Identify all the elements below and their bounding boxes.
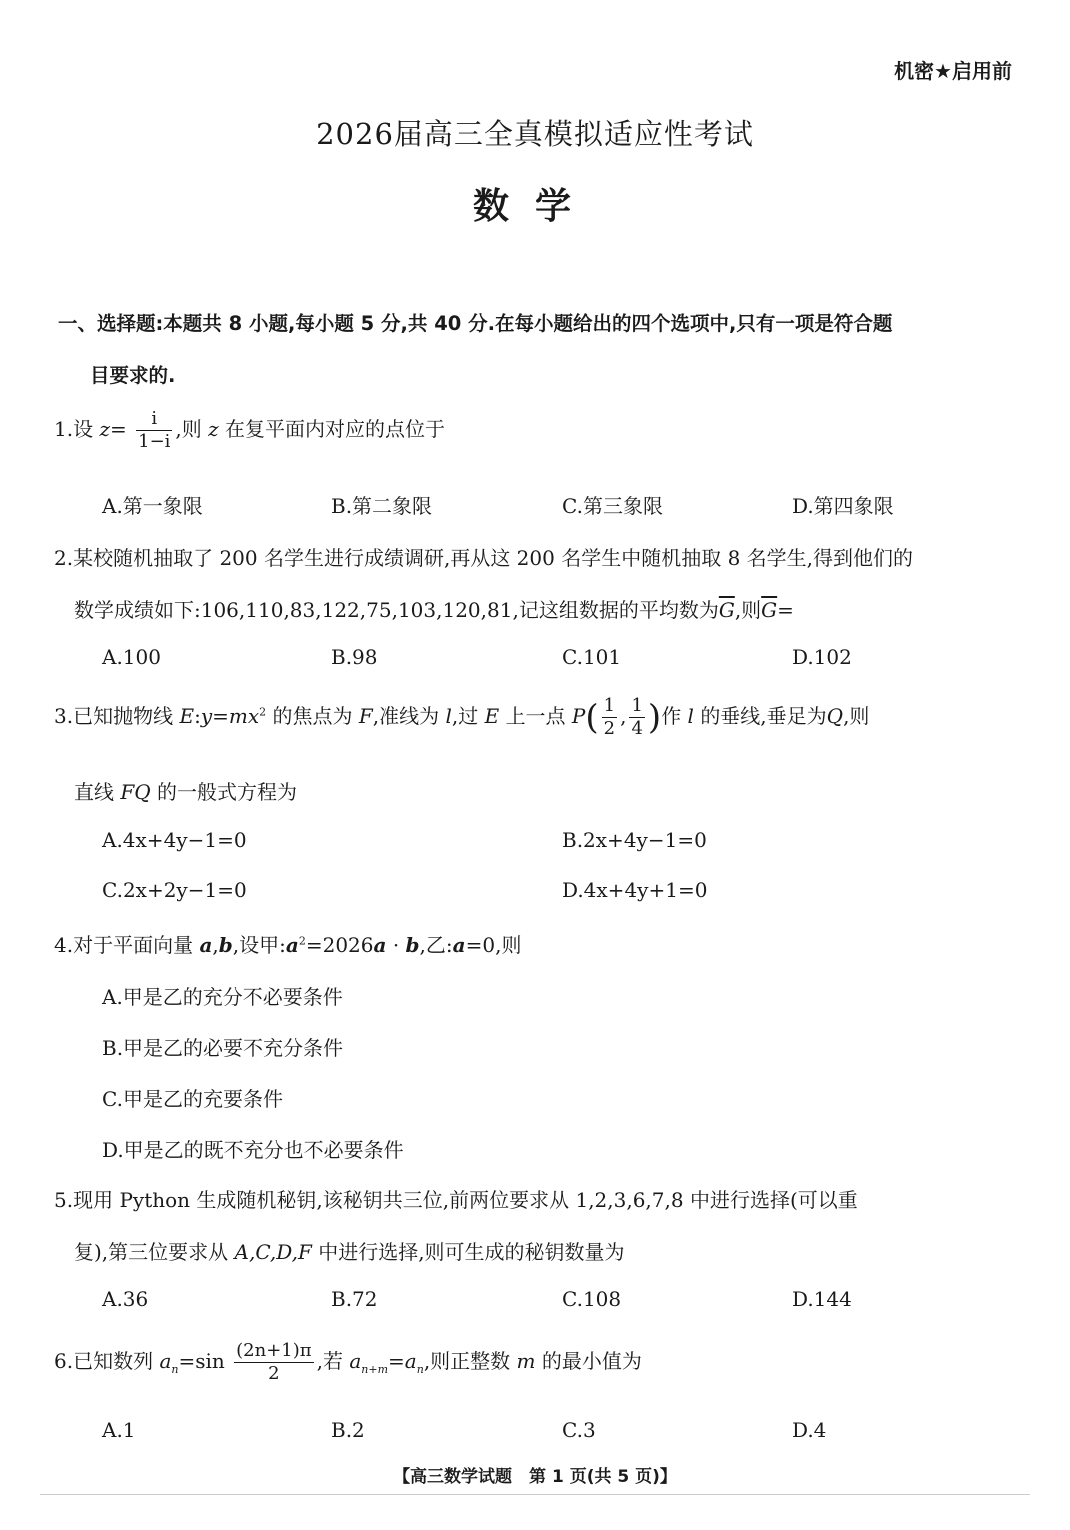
q1-option-b: B.第二象限 — [331, 494, 433, 518]
q1-frac-num: i — [136, 408, 172, 431]
q3-frac2-den: 4 — [631, 718, 643, 739]
q4-option-a: A.甲是乙的充分不必要条件 — [102, 985, 343, 1009]
q1-fraction — [136, 408, 172, 453]
q3-eq: = — [212, 704, 229, 728]
subject-title: 数学 — [472, 186, 597, 227]
q3-directrix: ,准线为 — [372, 704, 440, 728]
q4-option-d: D.甲是乙的既不充分也不必要条件 — [102, 1138, 404, 1162]
question-3-line2 — [74, 776, 297, 805]
q6-option-a: A.1 — [102, 1418, 136, 1442]
q3-colon: : — [194, 704, 201, 728]
q3-perp: 作 — [661, 704, 682, 728]
question-2-line2 — [74, 594, 794, 623]
q1-var2: z — [208, 417, 219, 441]
q3-number: 3. — [54, 704, 74, 728]
q2-option-d: D.102 — [792, 645, 852, 669]
q4-yi: ,乙: — [419, 933, 453, 957]
q5-option-b: B.72 — [331, 1287, 378, 1311]
q3-frac2-num: 1 — [631, 695, 643, 716]
q3-frac1 — [602, 695, 617, 740]
q4-exp: 2 — [298, 934, 306, 948]
q2-option-c: C.101 — [562, 645, 622, 669]
q5-option-d: D.144 — [792, 1287, 852, 1311]
q3-E: E — [179, 704, 195, 728]
q1-option-c: C.第三象限 — [562, 494, 663, 518]
q4-a3: a — [373, 933, 387, 957]
q3-paren-close: ) — [647, 697, 662, 738]
q2-option-b: B.98 — [331, 645, 378, 669]
q3-line2-pre: 直线 — [74, 780, 114, 804]
q3-F: F — [358, 704, 373, 728]
q5-letters: A,C,D,F — [234, 1240, 312, 1264]
q4-end: =0,则 — [465, 933, 522, 957]
question-6 — [54, 1340, 642, 1385]
q4-comma: , — [212, 933, 219, 957]
q1-prefix: 设 — [73, 417, 94, 441]
q3-P: P — [571, 704, 586, 728]
q6-frac-num: (2n+1)π — [236, 1340, 312, 1361]
exam-title: 2026届高三全真模拟适应性考试 — [316, 117, 754, 151]
confidential-label: 机密★启用前 — [894, 59, 1012, 83]
q3-option-c: C.2x+2y−1=0 — [102, 878, 247, 902]
q2-mean-var-2: $\overline{G}$ — [761, 598, 778, 622]
q3-option-a: A.4x+4y−1=0 — [102, 828, 247, 852]
q3-y: y — [200, 704, 213, 728]
q6-m: m — [516, 1349, 536, 1373]
q3-frac1-den: 2 — [603, 718, 616, 739]
q6-fraction — [234, 1340, 313, 1385]
q5-line2-post: 中进行选择,则可生成的秘钥数量为 — [318, 1240, 625, 1264]
q3-option-b: B.2x+4y−1=0 — [562, 828, 707, 852]
q1-option-d: D.第四象限 — [792, 494, 894, 518]
q3-Q: Q — [826, 704, 844, 728]
q2-line2-pre: 数学成绩如下:106,110,83,122,75,103,120,81,记这组数据的平均数为 — [74, 598, 719, 622]
q2-line2-end: = — [777, 598, 794, 622]
question-5-line2 — [74, 1236, 625, 1265]
q6-frac-den: 2 — [268, 1363, 280, 1384]
q3-line2-post: 的一般式方程为 — [157, 780, 297, 804]
q6-a3: a — [404, 1349, 417, 1373]
q4-option-c: C.甲是乙的充要条件 — [102, 1087, 283, 1111]
q6-sub-n2: n — [416, 1363, 424, 1376]
q4-jia: ,设甲: — [232, 933, 286, 957]
q4-a4: a — [452, 933, 466, 957]
q3-pre: 已知抛物线 — [73, 704, 174, 728]
q6-pre: 6.已知数列 — [54, 1349, 154, 1373]
q3-frac1-num: 1 — [603, 695, 616, 716]
q2-mean-var: $\overline{G}$ — [718, 598, 735, 622]
q4-eq: =2026 — [305, 933, 374, 957]
q3-l2: l — [687, 704, 694, 728]
q5-option-c: C.108 — [562, 1287, 622, 1311]
question-4 — [54, 929, 521, 958]
q3-l: l — [445, 704, 452, 728]
q3-FQ: FQ — [120, 780, 151, 804]
question-1 — [54, 408, 445, 453]
q6-sub-n: n — [171, 1363, 179, 1376]
q1-frac-den: 1−i — [138, 431, 171, 452]
q3-through: ,过 — [451, 704, 479, 728]
q6-option-d: D.4 — [792, 1418, 827, 1442]
q2-line2-mid: ,则 — [734, 598, 762, 622]
q3-option-d: D.4x+4y+1=0 — [562, 878, 708, 902]
q3-x: x — [247, 704, 260, 728]
q4-option-b: B.甲是乙的必要不充分条件 — [102, 1036, 344, 1060]
page-footer: 【高三数学试题 第 1 页(共 5 页)】 — [393, 1467, 677, 1487]
q3-m: m — [228, 704, 248, 728]
q6-a2: a — [349, 1349, 362, 1373]
q2-option-a: A.100 — [102, 645, 161, 669]
q3-E2: E — [484, 704, 500, 728]
q1-mid: ,则 — [175, 417, 202, 441]
q6-eq: =sin — [178, 1349, 225, 1373]
q6-a: a — [159, 1349, 172, 1373]
section-heading-line2: 目要求的. — [90, 364, 176, 387]
q3-foot: 的垂线,垂足为 — [700, 704, 827, 728]
q6-if: ,若 — [316, 1349, 343, 1373]
question-5-line1: 5.现用 Python 生成随机秘钥,该秘钥共三位,前两位要求从 1,2,3,6,7,8 中进行选择(可以重 — [54, 1188, 858, 1212]
q1-option-a: A.第一象限 — [102, 494, 203, 518]
q4-b2: b — [405, 933, 420, 957]
q4-a: a — [199, 933, 213, 957]
q6-end: 的最小值为 — [541, 1349, 642, 1373]
q1-eq: = — [110, 417, 127, 441]
section-heading-line1: 一、选择题:本题共 8 小题,每小题 5 分,共 40 分.在每小题给出的四个选项中,只有一项是符合题 — [58, 312, 893, 335]
q3-exp: 2 — [259, 705, 267, 719]
q4-dot: · — [386, 933, 406, 957]
q4-a2: a — [285, 933, 299, 957]
q6-option-c: C.3 — [562, 1418, 596, 1442]
q4-b: b — [218, 933, 233, 957]
q1-var: z — [99, 417, 110, 441]
q1-number: 1. — [54, 417, 74, 441]
q6-eq2: = — [388, 1349, 405, 1373]
q1-suffix: 在复平面内对应的点位于 — [225, 417, 446, 441]
q6-option-b: B.2 — [331, 1418, 365, 1442]
q3-comma: , — [620, 704, 627, 728]
q5-line2-pre: 复),第三位要求从 — [74, 1240, 229, 1264]
footer-divider — [40, 1494, 1030, 1495]
q3-frac2 — [629, 695, 644, 740]
question-3-line1 — [54, 695, 869, 740]
q3-paren-open: ( — [585, 697, 599, 738]
q3-focus: 的焦点为 — [272, 704, 353, 728]
q3-then: ,则 — [843, 704, 870, 728]
question-2-line1: 2.某校随机抽取了 200 名学生进行成绩调研,再从这 200 名学生中随机抽取 8 名学生,得到他们的 — [54, 546, 914, 570]
q4-pre: 4.对于平面向量 — [54, 933, 194, 957]
q5-option-a: A.36 — [102, 1287, 149, 1311]
q6-sub-nm: n+m — [361, 1363, 389, 1376]
q3-point: 上一点 — [505, 704, 566, 728]
q6-then: ,则正整数 — [423, 1349, 511, 1373]
